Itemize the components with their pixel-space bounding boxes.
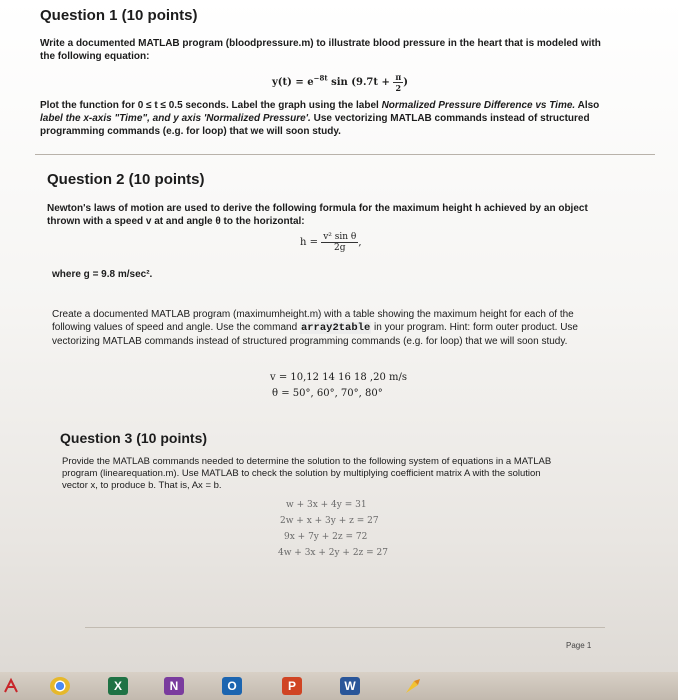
q1-line1: Write a documented MATLAB program (bloodpressure.m) to illustrate blood pressure in the heart that is modeled with xyxy=(40,38,601,49)
q3-eq-1: w + 3x + 4y = 31 xyxy=(286,500,367,510)
powerpoint-icon[interactable]: P xyxy=(282,677,302,695)
onenote-icon[interactable]: N xyxy=(164,677,184,695)
q2-task: Create a documented MATLAB program (maximumheight.m) with a table showing the maximum height for each of the following values of speed and angle. Use the command array2table in your program. Hint: form outer product. Use vectorizing MATLAB commands instead of structured programming commands (e.g. for loop) that we will soon study. xyxy=(52,309,578,347)
q3-intro: Provide the MATLAB commands needed to determine the solution to the following system of equations in a MATLAB program (linearequation.m). Use MATLAB to check the solution by multiplying coefficient matrix A with the solution vector x, to produce b. That is, Ax = b. xyxy=(62,456,552,491)
acrobat-icon[interactable] xyxy=(2,677,20,695)
app-icon[interactable] xyxy=(402,677,422,695)
q2-title: Question 2 (10 points) xyxy=(47,171,205,188)
q3-eq-3: 9x + 7y + 2z = 72 xyxy=(284,532,368,542)
q2-where: where g = 9.8 m/sec². xyxy=(52,269,153,280)
footer-divider xyxy=(85,627,605,628)
q1-line2: the following equation: xyxy=(40,51,150,62)
chrome-icon[interactable] xyxy=(50,677,70,695)
outlook-icon[interactable]: O xyxy=(222,677,242,695)
q3-eq-4: 4w + 3x + 2y + 2z = 27 xyxy=(278,548,389,558)
q1-plot-instructions: Plot the function for 0 ≤ t ≤ 0.5 seconds. Label the graph using the label Normalized Pressure Difference vs Time. Also label the x-axis "Time", and y axis 'Normalized Pressure'. Use vectorizing MATLAB commands instead of structured programming commands (e.g. for loop) that we will soon study. xyxy=(40,100,600,137)
divider xyxy=(35,154,655,155)
q3-eq-2: 2w + x + 3y + z = 27 xyxy=(280,516,379,526)
q1-equation: $y(t) = e^{-8t}$ sin (9.7t + $\frac{\pi}{2}$ ) xyxy=(272,72,408,93)
q2-equation: h = $\frac{\text{v² sin θ}}{2g}$ , xyxy=(300,232,362,253)
q2-angle-values: θ = 50°, 60°, 70°, 80° xyxy=(272,388,383,399)
taskbar xyxy=(0,672,678,700)
array2table-code: array2table xyxy=(300,322,371,334)
page-number: Page 1 xyxy=(566,641,592,650)
q3-title: Question 3 (10 points) xyxy=(60,430,208,446)
q2-speed-values: v = 10,12 14 16 18 ,20 m/s xyxy=(270,372,407,383)
q2-intro: Newton's laws of motion are used to derive the following formula for the maximum height h achieved by an object thrown with a speed v at and angle θ to the horizontal: xyxy=(47,203,588,227)
word-icon[interactable]: W xyxy=(340,677,360,695)
q1-intro xyxy=(40,37,660,63)
q1-title: Question 1 (10 points) xyxy=(40,7,198,24)
q3-equation-system xyxy=(278,497,389,561)
excel-icon[interactable]: X xyxy=(108,677,128,695)
